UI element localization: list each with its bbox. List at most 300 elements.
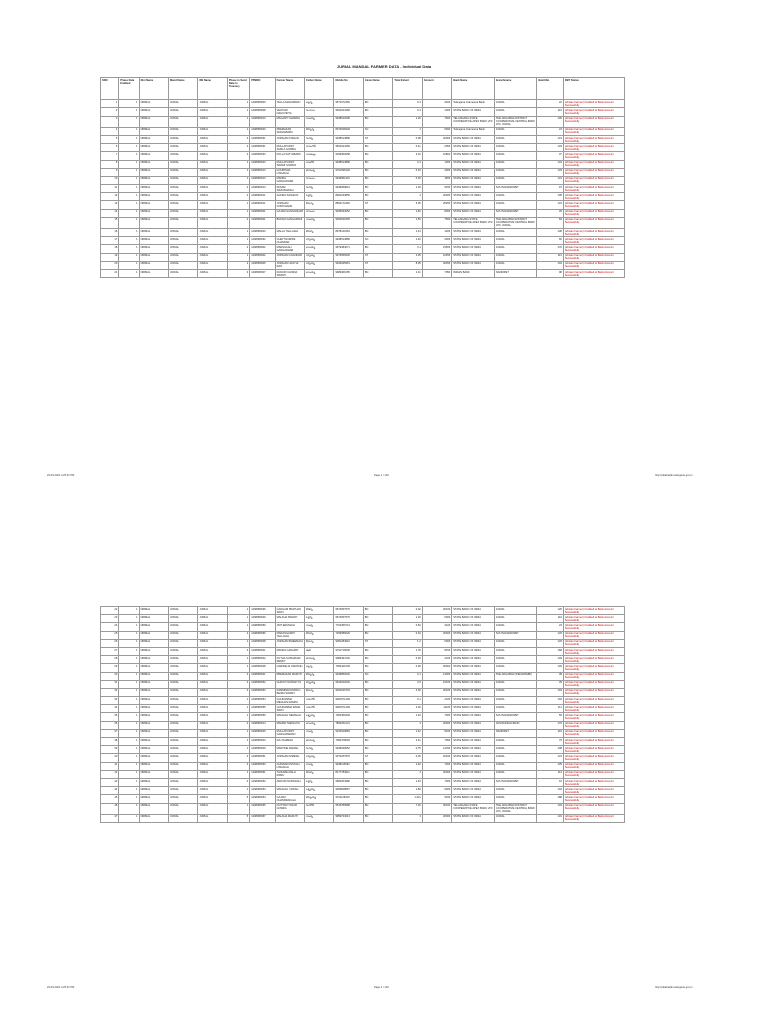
table-header [101,78,625,100]
cell-ph: 4 [227,245,249,253]
cell-fn: MANGALI YADIAH [275,787,304,795]
cell-batch: 168 [537,647,563,655]
cell-amt: 14000 [422,672,451,680]
cell-dist: NIRMAL [139,697,168,705]
cell-branch: JURIAL [494,229,537,237]
cell-batch: 83 [537,217,563,228]
cell-fn: CHIKATI NARSAYYA [275,680,304,688]
column-header: Amount [422,78,451,100]
cell-branch: JURIAL [494,697,537,705]
cell-amt: 40250 [422,261,451,269]
table-row [101,108,625,116]
cell-fa: నర్సయ్య [305,253,334,261]
cell-bank: STATE BANK OF INDIA [452,778,495,786]
farmer-data-table [100,77,625,278]
cell-phase: 1 [119,639,139,647]
cell-sno: 6 [101,144,119,152]
cell-bank: STATE BANK OF INDIA [452,721,495,729]
cell-pp: 1208080013 [250,185,275,193]
cell-ext: 0.1 [393,697,422,705]
cell-batch: 66 [537,237,563,245]
cell-fn: JORIGAM BHEEMAIH [275,639,304,647]
cell-fn: AAKIRA SANJEVA [275,193,304,201]
cell-bank: STATE BANK OF INDIA [452,623,495,631]
cell-batch: 170 [537,245,563,253]
cell-caste: ST [363,261,392,269]
cell-caste: BC [363,697,392,705]
table-row [101,814,625,822]
cell-bank: STATE BANK OF INDIA [452,647,495,655]
column-header: Farmer Name [275,78,304,100]
cell-mand: JURIAL [169,631,198,639]
cell-dist: NIRMAL [139,631,168,639]
table-row [101,664,625,672]
cell-ext: 1.44 [393,229,422,237]
cell-caste: BC [363,185,392,193]
cell-mob: 9381571409 [334,705,363,713]
cell-rb: JURIAL [198,201,227,209]
cell-bank: STATE BANK OF INDIA [452,705,495,713]
cell-amt: 5000 [422,127,451,135]
table-row [101,631,625,639]
cell-bank: STATE BANK OF INDIA [452,639,495,647]
table-row [101,729,625,737]
cell-mob: 7382421009 [334,664,363,672]
cell-ext: 1.03x [393,795,422,803]
cell-rb: JURIAL [198,639,227,647]
cell-ext: 0.41 [393,144,422,152]
cell-bank: STATE BANK OF INDIA [452,152,495,160]
cell-ext: 1.20 [393,615,422,623]
cell-dist: NIRMAL [139,245,168,253]
cell-ph: 2 [227,185,249,193]
cell-mand: JURIAL [169,721,198,729]
cell-branch: THE ADILABAD (PEDAPAMBI) [494,672,537,680]
cell-branch: JURIAL [494,754,537,762]
cell-rb: JURIAL [198,697,227,705]
cell-bank: STATE BANK OF INDIA [452,656,495,664]
cell-sno: 13 [101,201,119,209]
cell-ph: 2 [227,754,249,762]
cell-caste: ST [363,135,392,143]
cell-branch: JURIAL [494,135,537,143]
cell-pp: 1208080032 [250,237,275,245]
cell-amt: 2000 [422,237,451,245]
footer-url[interactable]: http://ytfarbattle.telangana.gov.in [655,474,693,477]
cell-phase: 1 [119,672,139,680]
cell-branch: JURIAL [494,193,537,201]
table-row [101,623,625,631]
cell-fa: ఎల్లన్న [305,100,334,108]
table-row [101,615,625,623]
cell-mand: JURIAL [169,713,198,721]
cell-phase: 1 [119,217,139,228]
cell-sno: 2 [101,108,119,116]
cell-batch: 105 [537,193,563,201]
cell-mand: JURIAL [169,705,198,713]
cell-fn: PREMAKAR MARUTI [275,672,304,680]
cell-sno: 10 [101,176,119,184]
cell-rb: JURIAL [198,607,227,615]
cell-ext: 0.02 [393,607,422,615]
cell-fn: YELLA MAHAMADU [275,100,304,108]
cell-ph: 1 [227,656,249,664]
cell-dist: NIRMAL [139,607,168,615]
cell-batch: 133 [537,664,563,672]
cell-mand: JURIAL [169,108,198,116]
cell-bank: STATE BANK OF INDIA [452,237,495,245]
cell-sno: 23 [101,615,119,623]
cell-mand: JURIAL [169,176,198,184]
cell-phase: 1 [119,803,139,814]
cell-rb: JURIAL [198,261,227,269]
cell-mob: 9959828867 [334,787,363,795]
cell-mob: 8374528449 [334,127,363,135]
cell-ph: 1 [227,108,249,116]
cell-mob: 9582064980 [334,778,363,786]
cell-branch: JURIAL [494,656,537,664]
cell-batch: 119 [537,729,563,737]
cell-ext: 1.03 [393,185,422,193]
cell-fa: లక్ష్మయ్య [305,713,334,721]
cell-caste: BC [363,615,392,623]
cell-ext: 1.40 [393,713,422,721]
cell-fn: GANGAM PRATHAN SWAY [275,607,304,615]
cell-bank: STATE BANK OF INDIA [452,201,495,209]
cell-bank: STATE BANK OF INDIA [452,245,495,253]
cell-batch: 37 [537,152,563,160]
cell-ext: 1.80 [393,787,422,795]
cell-phase: 1 [119,688,139,696]
cell-fn: KOLLA SATYABABU [275,152,304,160]
cell-fn: MARANGADDY YELLAIAH [275,631,304,639]
table-row [101,127,625,135]
cell-bank: STATE BANK OF INDIA [452,229,495,237]
cell-pp: 1208080001 [250,217,275,228]
cell-sno: 33 [101,697,119,705]
cell-fa: రాజగౌడ్ [305,160,334,168]
cell-mob: 9381284910 [334,639,363,647]
cell-ext: 0.04 [393,168,422,176]
cell-batch: 134 [537,803,563,814]
cell-dist: NIRMAL [139,664,168,672]
cell-sno: 39 [101,746,119,754]
cell-rb: JURIAL [198,705,227,713]
cell-ph: 1 [227,639,249,647]
cell-dbt-status: (eKisan Farmer) Credited to Bank Account Successfully [563,721,624,729]
cell-fa: సాయిలు [305,176,334,184]
column-header: Phase to Send Data to Treasury [227,78,249,100]
table-row [101,217,625,228]
cell-dbt-status: (eKisan Farmer) Credited to Bank Account Successfully [563,245,624,253]
cell-sno: 38 [101,738,119,746]
cell-mand: JURIAL [169,664,198,672]
cell-sno: 30 [101,672,119,680]
cell-dist: NIRMAL [139,787,168,795]
table-row [101,185,625,193]
cell-branch: JURIAL [494,261,537,269]
cell-caste: BC [363,623,392,631]
cell-ph: 1 [227,803,249,814]
cell-sno: 45 [101,795,119,803]
cell-branch: JURIAL [494,152,537,160]
cell-dist: NIRMAL [139,237,168,245]
cell-dist: NIRMAL [139,127,168,135]
cell-caste: BC [363,229,392,237]
cell-branch: NANDIPET [494,269,537,277]
cell-sno: 7 [101,152,119,160]
cell-dist: NIRMAL [139,754,168,762]
cell-rb: JURIAL [198,615,227,623]
cell-fn: THIKARE MALLI RAMU [275,770,304,778]
cell-dbt-status: (eKisan Farmer) Credited to Bank Account Successfully [563,229,624,237]
cell-batch: 131 [537,814,563,822]
cell-amt: 9000 [422,787,451,795]
cell-mand: JURIAL [169,168,198,176]
cell-amt: 36100 [422,803,451,814]
cell-pp: 1208080055 [250,705,275,713]
cell-rb: JURIAL [198,269,227,277]
cell-batch: 104 [537,697,563,705]
cell-ext: 4.00 [393,688,422,696]
cell-fn: MULLAPUDDY SWAMI GOWDA [275,160,304,168]
cell-bank: STATE BANK OF INDIA [452,193,495,201]
cell-batch: 38 [537,672,563,680]
cell-batch: 133 [537,639,563,647]
cell-fa: పెద్దన్న [305,193,334,201]
cell-dist: NIRMAL [139,680,168,688]
cell-caste: BC [363,680,392,688]
table-row [101,229,625,237]
cell-ph: 4 [227,762,249,770]
cell-fa: పెద్దన్న [305,778,334,786]
cell-fn: MAGANTI SHARDA [275,116,304,127]
cell-dbt-status: (eKisan Farmer) Credited to Bank Account Successfully [563,664,624,672]
cell-ph: 1 [227,607,249,615]
cell-sno: 46 [101,803,119,814]
table-row [101,705,625,713]
cell-mand: JURIAL [169,135,198,143]
cell-mand: JURIAL [169,762,198,770]
cell-dbt-status: (eKisan Farmer) Credited to Bank Account Successfully [563,201,624,209]
cell-bank: STATE BANK OF INDIA [452,713,495,721]
cell-phase: 1 [119,680,139,688]
cell-batch: 35 [537,680,563,688]
cell-fa: నర్సయ్య [305,261,334,269]
cell-caste: BC [363,209,392,217]
cell-dist: NIRMAL [139,261,168,269]
cell-ext: 4 [393,193,422,201]
cell-ph: 1 [227,697,249,705]
cell-dbt-status: (eKisan Farmer) Credited to Bank Account Successfully [563,778,624,786]
cell-mob: 9591024459 [334,108,363,116]
cell-rb: JURIAL [198,803,227,814]
cell-pp: 1208080040 [250,229,275,237]
cell-mob: 9573057576 [334,607,363,615]
cell-ext: 0.4 [393,100,422,108]
cell-branch: JURIAL [494,705,537,713]
cell-fn: DAMMINDOJODDI L BHIMA SWAMY [275,688,304,696]
cell-mand: JURIAL [169,217,198,228]
cell-amt: 14150 [422,746,451,754]
cell-bank: STATE BANK OF INDIA [452,787,495,795]
cell-fa: పెద్దన్న [305,615,334,623]
cell-phase: 1 [119,664,139,672]
cell-mob: 9949859440 [334,672,363,680]
cell-ph: 1 [227,746,249,754]
cell-pp: 1208080010 [250,116,275,127]
cell-branch: THE ADILABAD DISTRICT COOPERATIVE CENTRAL BANK LTD, JURIAL [494,217,537,228]
cell-fn: KUDURI CHINNA SWAMY [275,269,304,277]
table-row [101,762,625,770]
cell-mob: 9571072456 [334,100,363,108]
cell-phase: 1 [119,245,139,253]
cell-caste: BC [363,100,392,108]
cell-sno: 34 [101,705,119,713]
cell-fa: గంగన్న [305,746,334,754]
cell-rb: JURIAL [198,135,227,143]
cell-bank: STATE BANK OF INDIA [452,261,495,269]
cell-mob: 9399350258 [334,152,363,160]
cell-mob: 9949959841 [334,185,363,193]
cell-bank: STATE BANK OF INDIA [452,697,495,705]
cell-bank: Telangana Grameena Bank [452,127,495,135]
cell-rb: JURIAL [198,762,227,770]
cell-dbt-status: (eKisan Farmer) Credited to Bank Account Successfully [563,631,624,639]
cell-pp: 1208080049 [250,746,275,754]
cell-ext: 0.60 [393,623,422,631]
cell-sno: 12 [101,193,119,201]
cell-caste: SC [363,127,392,135]
cell-ph: 1 [227,253,249,261]
cell-sno: 32 [101,688,119,696]
cell-pp: 1208080014 [250,721,275,729]
cell-phase: 1 [119,729,139,737]
cell-bank: STATE BANK OF INDIA [452,672,495,680]
cell-sno: 3 [101,116,119,127]
cell-fa: గంగన్న [305,135,334,143]
cell-caste: BC [363,713,392,721]
cell-mand: JURIAL [169,193,198,201]
cell-amt: 3100 [422,623,451,631]
cell-fa: శేఖర్ [305,647,334,655]
cell-amt: 1200 [422,229,451,237]
cell-branch: JURIAL [494,607,537,615]
cell-mand: JURIAL [169,237,198,245]
cell-dbt-status: (eKisan Farmer) Credited to Bank Account Successfully [563,100,624,108]
cell-rb: JURIAL [198,814,227,822]
cell-mand: JURIAL [169,656,198,664]
cell-phase: 1 [119,631,139,639]
cell-sno: 31 [101,680,119,688]
cell-sno: 43 [101,778,119,786]
cell-mob: 9373956945 [334,253,363,261]
cell-amt: 7050 [422,269,451,277]
cell-bank: STATE BANK OF INDIA [452,160,495,168]
cell-pp: 1208080006 [250,261,275,269]
cell-ph: 2 [227,193,249,201]
cell-ph: 1 [227,664,249,672]
cell-rb: JURIAL [198,754,227,762]
column-header: Caste Name [363,78,392,100]
cell-branch: JURIAL [494,770,537,778]
cell-sno: 11 [101,185,119,193]
cell-batch: 133 [537,631,563,639]
cell-ph: 2 [227,152,249,160]
cell-bank: STATE BANK OF INDIA [452,688,495,696]
footer-url[interactable]: http://ytfarbattle.telangana.gov.in [655,986,693,989]
cell-dist: NIRMAL [139,229,168,237]
cell-pp: 1208080046 [250,729,275,737]
cell-batch: 104 [537,787,563,795]
cell-ph: 1 [227,229,249,237]
cell-caste: BC [363,664,392,672]
cell-fn: JORIGAM GOPICHAND [275,201,304,209]
cell-ext: 2.00 [393,705,422,713]
cell-batch: 110 [537,615,563,623]
cell-fa: బాలయ్య [305,269,334,277]
cell-mob: 9701095146 [334,168,363,176]
cell-bank: STATE BANK OF INDIA [452,770,495,778]
cell-amt: 8150 [422,647,451,655]
cell-branch: SOUTH/NANDIPET [494,209,537,217]
cell-bank: STATE BANK OF INDIA [452,814,495,822]
cell-mob: 9395094052 [334,209,363,217]
cell-amt: 20000 [422,770,451,778]
cell-dbt-status: (eKisan Farmer) Credited to Bank Account Successfully [563,607,624,615]
cell-pp: 1208080043 [250,160,275,168]
cell-ph: 1 [227,116,249,127]
cell-batch: 149 [537,656,563,664]
cell-phase: 1 [119,269,139,277]
cell-dbt-status: (eKisan Farmer) Credited to Bank Account Successfully [563,185,624,193]
cell-rb: JURIAL [198,209,227,217]
cell-branch: JURIAL [494,639,537,647]
cell-mob: 9949951415 [334,176,363,184]
cell-dist: NIRMAL [139,217,168,228]
cell-batch: 110 [537,108,563,116]
cell-phase: 1 [119,152,139,160]
table-row [101,116,625,127]
cell-phase: 1 [119,647,139,655]
cell-pp: 1208080056 [250,713,275,721]
cell-caste: SC [363,672,392,680]
cell-branch: JURIAL [494,795,537,803]
cell-rb: JURIAL [198,193,227,201]
cell-amt: 10800 [422,152,451,160]
cell-amt: 20100 [422,688,451,696]
cell-ext: 1.50 [393,217,422,228]
cell-mand: JURIAL [169,770,198,778]
cell-sno: 37 [101,729,119,737]
cell-pp: 1208080002 [250,253,275,261]
cell-caste: ST [363,253,392,261]
table-row [101,135,625,143]
cell-phase: 1 [119,746,139,754]
cell-caste: BC [363,168,392,176]
cell-amt: 7000 [422,762,451,770]
cell-mand: JURIAL [169,680,198,688]
cell-caste: BC [363,746,392,754]
cell-dbt-status: (eKisan Farmer) Credited to Bank Account Successfully [563,209,624,217]
cell-pp: 1208080020 [250,127,275,135]
cell-pp: 1208080059 [250,623,275,631]
cell-branch: JURIAL [494,108,537,116]
cell-pp: 1208080031 [250,144,275,152]
cell-dbt-status: (eKisan Farmer) Credited to Bank Account Successfully [563,795,624,803]
table-row [101,795,625,803]
cell-bank: STATE BANK OF INDIA [452,176,495,184]
